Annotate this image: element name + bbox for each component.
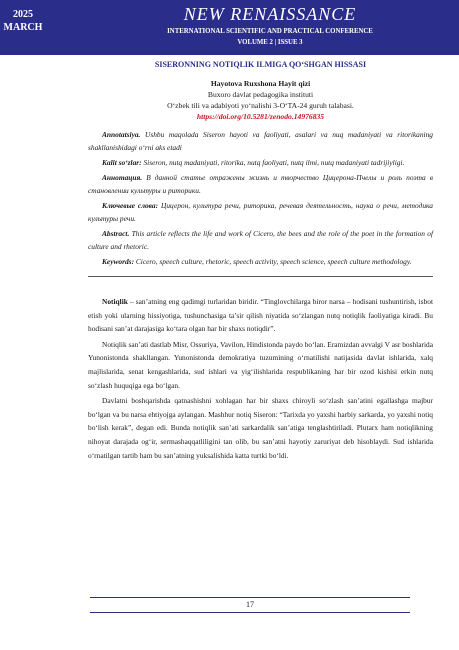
abstract-ru (88, 171, 433, 197)
abstract-text: This article reflects the life and work of Cicero, the bees and the role of the poet in the formation of culture and rhetoric. (88, 229, 433, 251)
abstract-uz (88, 128, 433, 154)
affiliation: Buxoro davlat pedagogika instituti (207, 90, 314, 99)
page-content (88, 58, 433, 464)
conference-name: INTERNATIONAL SCIENTIFIC AND PRACTICAL CONFERENCE (167, 28, 373, 35)
abstract-en (88, 227, 433, 253)
abstract-text: Ushbu maqolada Siseron hayoti va faoliyati, asalari va nuq madaniyati va ritorikaning shakllanishidagi o‘rni aks etadi (88, 130, 433, 152)
keywords-label: Kalit so‘zlar: (102, 158, 142, 167)
issue-year: 2025 (13, 9, 33, 20)
body-paragraph: Notiqlik san’ati dastlab Misr, Ossuriya, Vavilon, Hindistonda paydo bo‘lan. Eramizdan avvalgi V asr boshlarida Yunonistonda shakllangan. Yunonistonda demokratiya tuzumining o‘rnatilishi natijasida davlat ishlarida, xalq majlislarida, senat kengashlarida, sud ishlari va yig‘ilishlarida respublikaning har bir ozod kishisi erkin nutq so‘zlash huquqiga ega bo‘lgan. (88, 339, 433, 390)
keywords-label: Keywords: (102, 257, 135, 266)
section-divider (88, 276, 433, 277)
article-title: SISERONNING NOTIQLIK ILMIGA QO‘SHGAN HISSASI (154, 60, 367, 69)
keywords-label: Ключевые слова: (102, 201, 159, 210)
journal-header (0, 0, 459, 55)
body-paragraph: Davlatni boshqarishda qatnashishni xohlagan har bir shaxs chiroyli so‘zlash san’atini egallashga majbur bo‘lgan va bu narsa ehtiyojga aylangan. Mashhur notiq Siseron: “Tarixda yo yaxshi harbiy sarkarda, yo yaxshi notiq bo‘lish kerak”, degan edi. Bunda notiqlik san’ati sarkardalik san’atiga tenglashtiriladi. Plutarx ham notiqlikning nihoyat darajada og‘ir, sermashaqqatliligini tan olib, bu san’atni hayotiy zaruriyat deb hisoblaydi. Sud ishlarida o‘rnatilgan tartib ham bu san’atning yuksalishida katta turtki bo‘ldi. (88, 396, 433, 460)
abstract-section (88, 128, 433, 268)
page-number: 17 (90, 597, 410, 613)
abstract-text: В данной статье отражены жизнь и творчество Цицерона-Пчелы и роль поэта в становлении культуры и риторики. (88, 173, 433, 195)
body-text (88, 295, 433, 462)
volume-issue: VOLUME 2 | ISSUE 3 (237, 39, 303, 46)
abstract-label: Annotatsiya. (102, 130, 141, 139)
issue-date-badge (0, 8, 46, 42)
paragraph-text: – san’atning eng qadimgi turlaridan biridir. “Tinglovchilarga biror narsa – hodisani tushuntirish, isbot etish yoki ularning hissiyotiga, tushunchasiga ta’sir qilish niyatida so‘zlangan nutq notiqlik faoliyatiga kiradi. Bu hodisani san’at darajasiga ko‘tara olgan har bir shaxs notiqdir”. (88, 297, 433, 334)
abstract-label: Abstract. (102, 229, 130, 238)
keywords-ru (88, 199, 433, 225)
keywords-text: Цицерон, культура речи, риторика, речевая деятельность, наука о речи, методика культуры речи. (88, 201, 433, 223)
abstract-label: Аннотация. (102, 173, 143, 182)
journal-title: NEW RENAISSANCE (183, 4, 357, 24)
keywords-text: Cicero, speech culture, rhetoric, speech activity, speech science, speech culture methodology. (134, 257, 412, 266)
issue-month: MARCH (3, 22, 43, 33)
keywords-en (88, 255, 433, 268)
keywords-uz (88, 156, 433, 169)
body-paragraph (88, 295, 433, 336)
author-name: Hayotova Ruxshona Hayit qizi (210, 79, 311, 88)
keywords-text: Siseron, nutq madaniyati, ritorika, nutq faoliyati, nutq ilmi, nutq madaniyati tadrijiyligi. (141, 158, 405, 167)
lead-term: Notiqlik (102, 297, 128, 306)
program-line: O‘zbek tili va adabiyoti yo‘nalishi 3-O‘TA-24 guruh talabasi. (167, 101, 354, 110)
doi-link[interactable]: https://doi.org/10.5281/zenodo.14976835 (196, 112, 325, 121)
